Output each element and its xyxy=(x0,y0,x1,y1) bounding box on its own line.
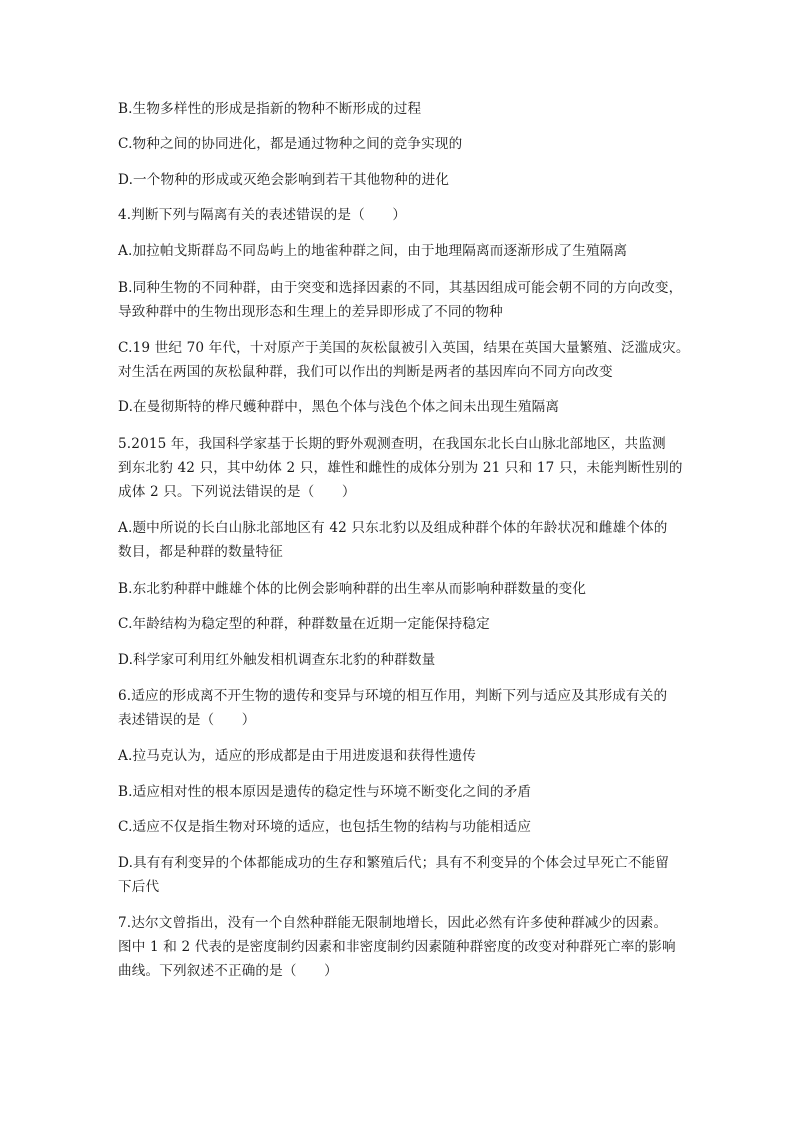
q3-option-d: D.一个物种的形成或灭绝会影响到若干其他物种的进化 xyxy=(118,172,450,188)
q4-option-c-line2: 对生活在两国的灰松鼠种群，我们可以作出的判断是两者的基因库向不同方向改变 xyxy=(118,364,613,380)
q7-stem-line1: 7.达尔文曾指出，没有一个自然种群能无限制地增长，因此必然有许多使种群减少的因素。 xyxy=(118,915,668,931)
q4-option-c-line1: C.19 世纪 70 年代，十对原产于美国的灰松鼠被引入英国，结果在英国大量繁殖、泛滥成灾。 xyxy=(118,340,690,356)
q5-option-a-line1: A.题中所说的长白山脉北部地区有 42 只东北豹以及组成种群个体的年龄状况和雌雄个体的 xyxy=(118,520,668,536)
q6-option-b: B.适应相对性的根本原因是遗传的稳定性与环境不断变化之间的矛盾 xyxy=(118,784,532,800)
q5-stem-line1: 5.2015 年，我国科学家基于长期的野外观测查明，在我国东北长白山脉北部地区，共监测 xyxy=(118,436,666,452)
q6-option-a: A.拉马克认为，适应的形成都是由于用进废退和获得性遗传 xyxy=(118,748,477,764)
q4-option-a: A.加拉帕戈斯群岛不同岛屿上的地雀种群之间，由于地理隔离而逐渐形成了生殖隔离 xyxy=(118,243,628,259)
q7-stem-line3: 曲线。下列叙述不正确的是（ ） xyxy=(118,963,338,979)
q4-option-b-line2: 导致种群中的生物出现形态和生理上的差异即形成了不同的物种 xyxy=(118,304,503,320)
q5-option-d: D.科学家可利用红外触发相机调查东北豹的种群数量 xyxy=(118,652,436,668)
q6-option-d-line2: 下后代 xyxy=(118,879,160,895)
q3-option-b: B.生物多样性的形成是指新的物种不断形成的过程 xyxy=(118,101,422,117)
q4-option-b-line1: B.同种生物的不同种群，由于突变和选择因素的不同，其基因组成可能会朝不同的方向改变， xyxy=(118,280,683,296)
q5-option-c: C.年龄结构为稳定型的种群，种群数量在近期一定能保持稳定 xyxy=(118,616,490,632)
q5-option-b: B.东北豹种群中雌雄个体的比例会影响种群的出生率从而影响种群数量的变化 xyxy=(118,581,587,597)
q6-stem-line2: 表述错误的是（ ） xyxy=(118,712,256,728)
q6-option-d-line1: D.具有有利变异的个体都能成功的生存和繁殖后代；具有不利变异的个体会过早死亡不能留 xyxy=(118,855,670,871)
q6-option-c: C.适应不仅是指生物对环境的适应，也包括生物的结构与功能相适应 xyxy=(118,819,532,835)
q5-stem-line2: 到东北豹 42 只，其中幼体 2 只，雄性和雌性的成体分别为 21 只和 17 只，未能判断性别的 xyxy=(118,460,683,476)
q7-stem-line2: 图中 1 和 2 代表的是密度制约因素和非密度制约因素随种群密度的改变对种群死亡率的影响 xyxy=(118,939,676,955)
q6-stem-line1: 6.适应的形成离不开生物的遗传和变异与环境的相互作用，判断下列与适应及其形成有关的 xyxy=(118,688,668,704)
q3-option-c: C.物种之间的协同进化，都是通过物种之间的竞争实现的 xyxy=(118,136,463,152)
q5-option-a-line2: 数目，都是种群的数量特征 xyxy=(118,544,283,560)
q4-stem: 4.判断下列与隔离有关的表述错误的是（ ） xyxy=(118,207,407,223)
q5-stem-line3: 成体 2 只。下列说法错误的是（ ） xyxy=(118,484,356,500)
q4-option-d: D.在曼彻斯特的桦尺蠖种群中，黑色个体与浅色个体之间未出现生殖隔离 xyxy=(118,399,560,415)
